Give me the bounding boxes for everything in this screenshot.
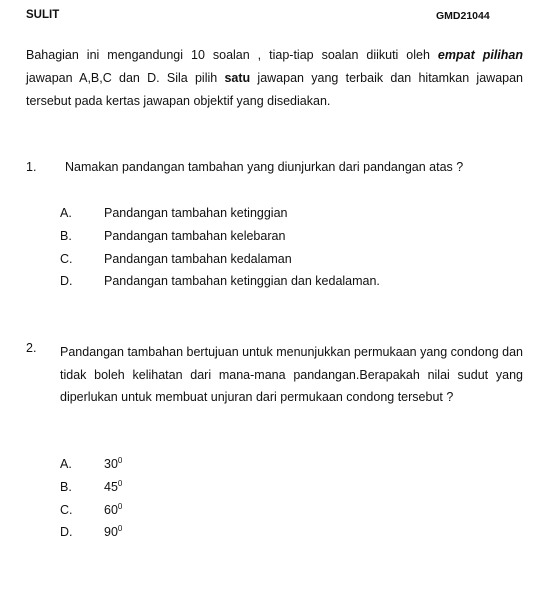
option-number: 30 bbox=[104, 457, 118, 471]
option-value bbox=[104, 503, 122, 517]
degree-mark: 0 bbox=[117, 456, 123, 465]
option-letter: D. bbox=[60, 525, 73, 540]
option-letter: A. bbox=[60, 457, 72, 471]
instructions-text-2: jawapan A,B,C dan D. Sila pilih bbox=[26, 71, 225, 85]
option-letter: A. bbox=[60, 206, 72, 220]
question-2-number: 2. bbox=[26, 341, 37, 355]
option-number: 90 bbox=[104, 525, 118, 540]
question-1-number: 1. bbox=[26, 160, 37, 174]
degree-mark: 0 bbox=[117, 478, 123, 488]
option-value bbox=[104, 525, 122, 539]
option-value bbox=[104, 457, 122, 471]
instructions-text-3: jawapan yang terbaik dan hitamkan jawapan tersebut pada kertas jawapan objektif yang disediakan. bbox=[26, 71, 524, 108]
header-sulit: SULIT bbox=[26, 9, 60, 21]
option-letter: D. bbox=[60, 274, 73, 289]
option-letter: B. bbox=[60, 479, 72, 494]
instructions-emphasis-empat-pilihan: empat pilihan bbox=[437, 48, 523, 62]
instructions-text-1: Bahagian ini mengandungi 10 soalan , tiap-tiap soalan diikuti oleh bbox=[26, 48, 438, 62]
option-text: Pandangan tambahan kedalaman bbox=[104, 251, 292, 266]
degree-mark: 0 bbox=[117, 524, 123, 534]
instructions-emphasis-satu: satu bbox=[224, 71, 251, 85]
option-letter: C. bbox=[60, 502, 73, 517]
option-letter: B. bbox=[60, 228, 72, 243]
degree-mark: 0 bbox=[117, 501, 123, 511]
option-number: 45 bbox=[104, 479, 118, 494]
option-text: Pandangan tambahan ketinggian bbox=[104, 206, 288, 220]
instructions-paragraph bbox=[26, 44, 523, 113]
header-code: GMD21044 bbox=[436, 10, 490, 22]
option-number: 60 bbox=[104, 502, 118, 517]
option-value bbox=[104, 480, 122, 494]
option-text: Pandangan tambahan ketinggian dan kedalaman. bbox=[104, 274, 380, 289]
question-2-text: Pandangan tambahan bertujuan untuk menunjukkan permukaan yang condong dan tidak boleh kelihatan dari mana-mana pandangan.Berapakah nilai sudut yang diperlukan untuk membuat unjuran dari permukaan condong tersebut ? bbox=[60, 345, 523, 404]
question-1-text: Namakan pandangan tambahan yang diunjurkan dari pandangan atas ? bbox=[65, 160, 464, 174]
option-text: Pandangan tambahan kelebaran bbox=[104, 228, 286, 243]
option-letter: C. bbox=[60, 251, 73, 266]
